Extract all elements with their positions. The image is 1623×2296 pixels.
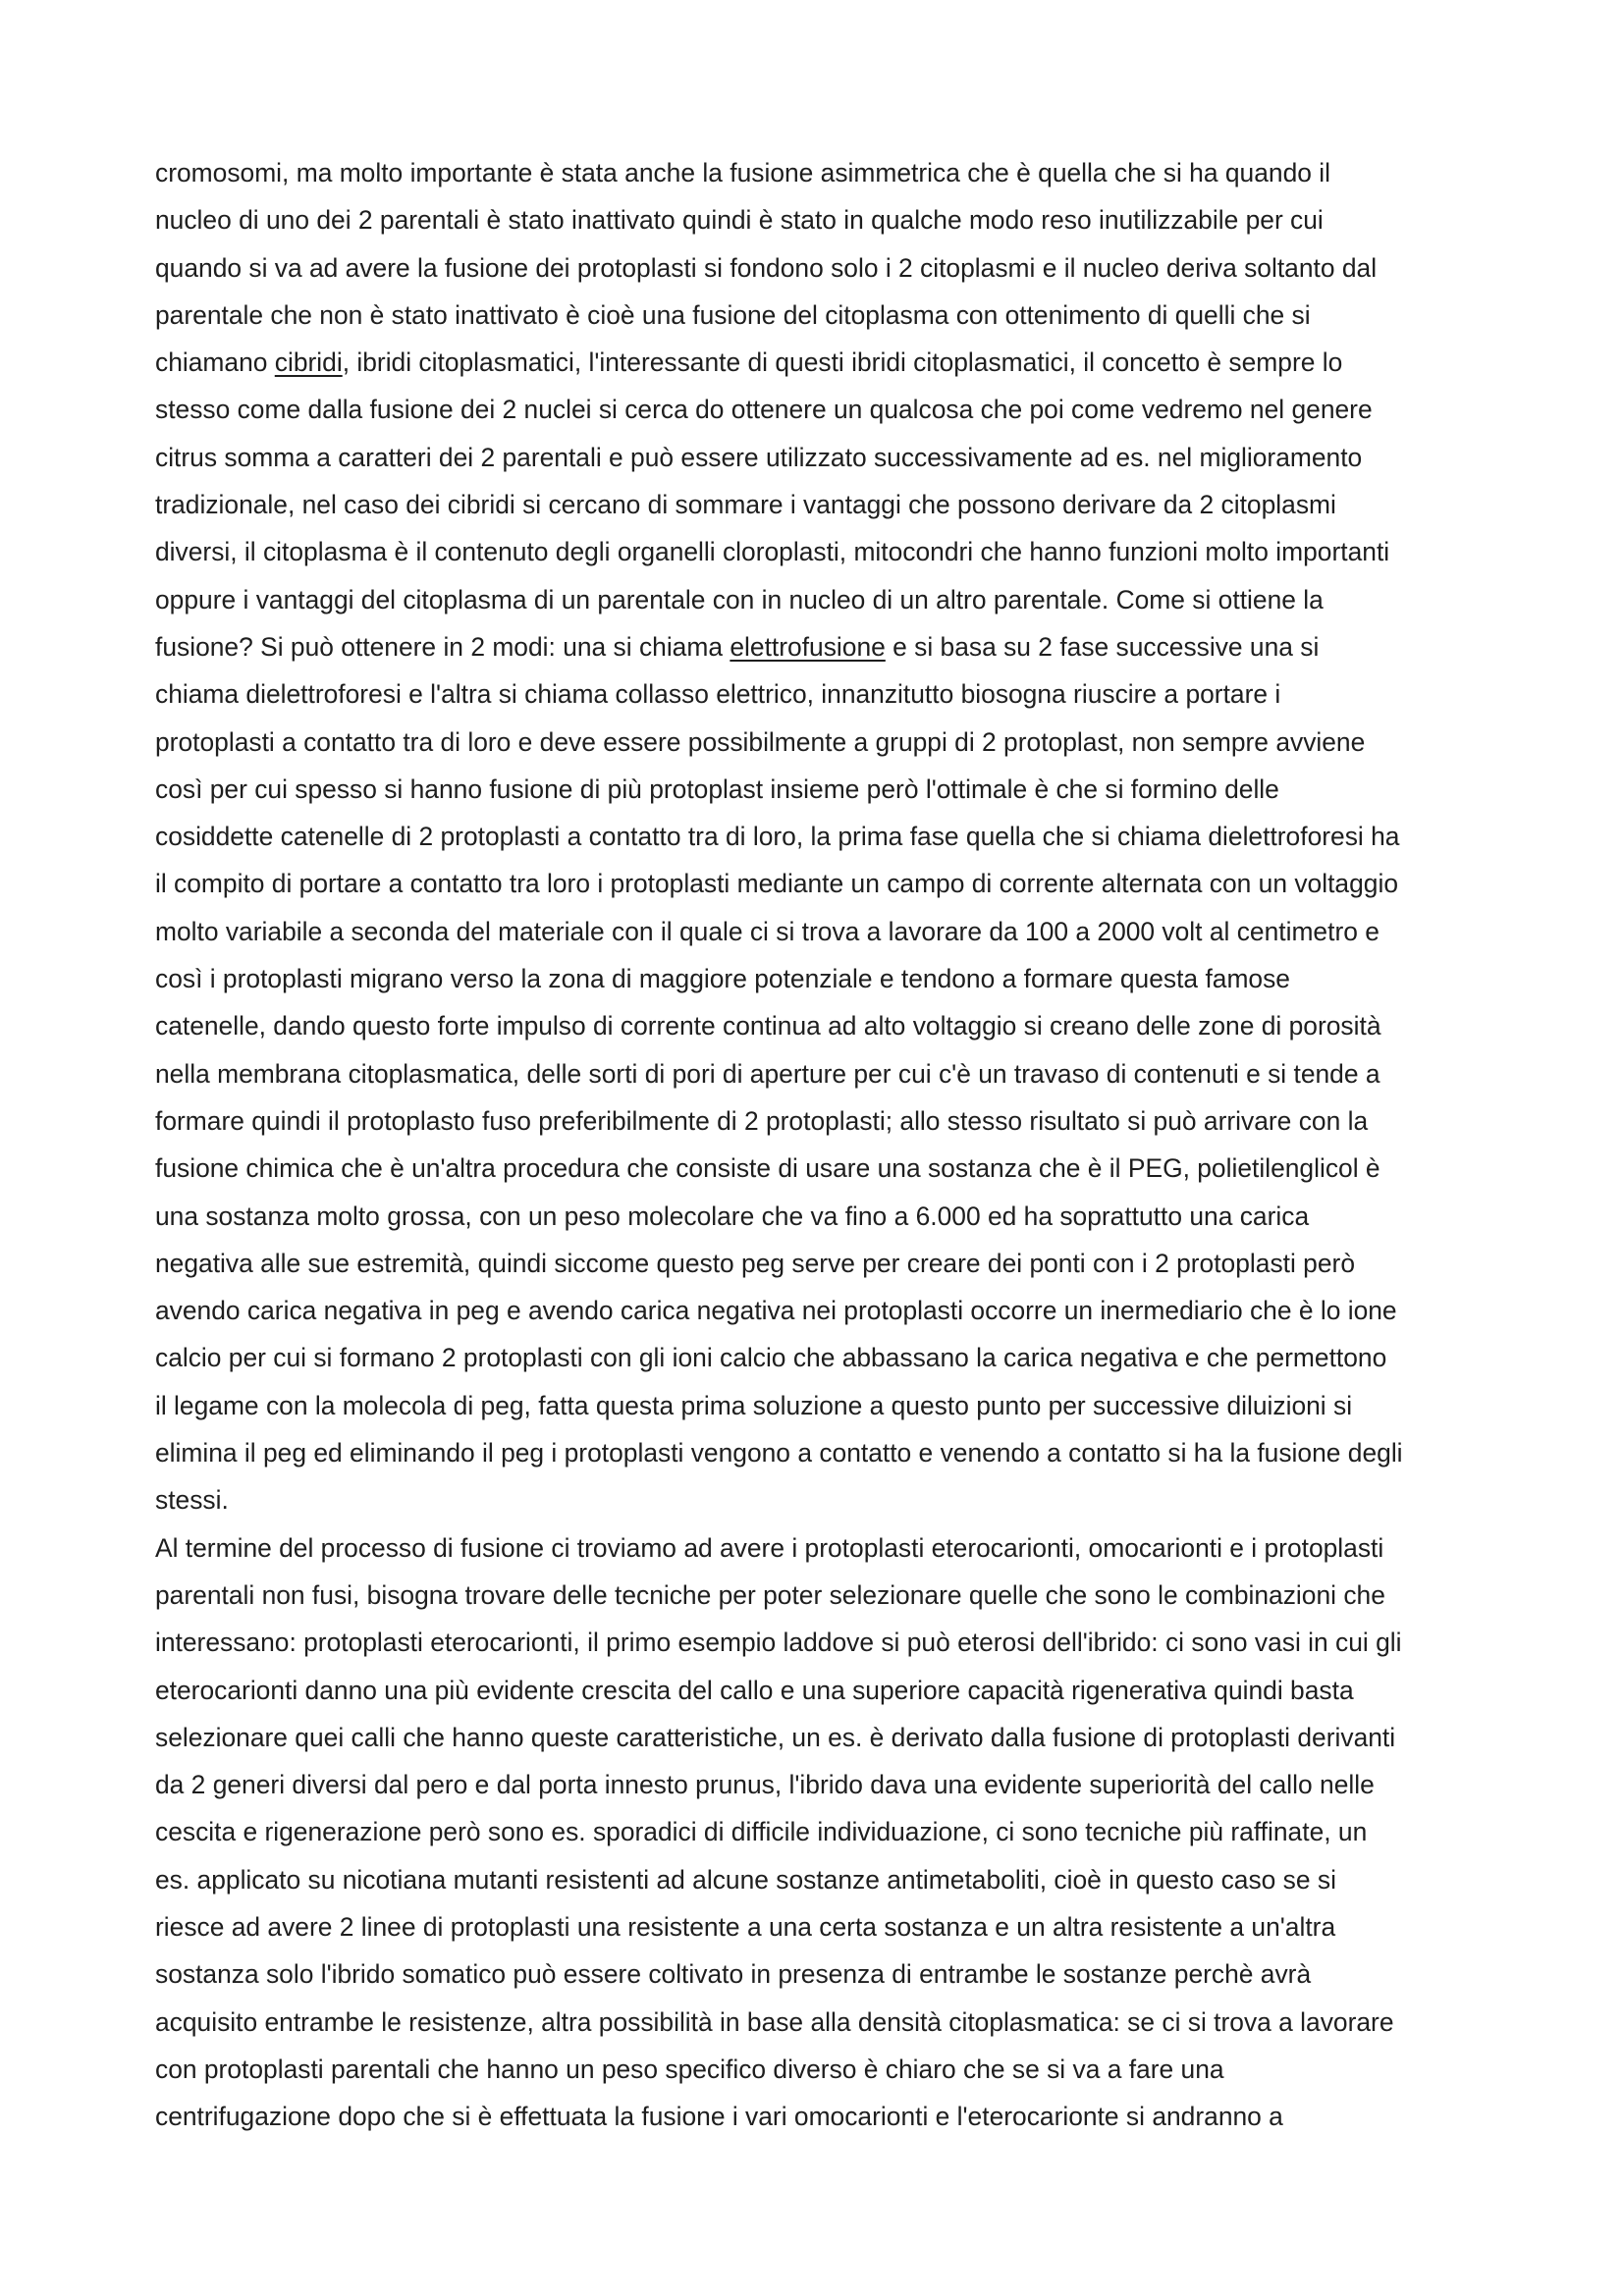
text-line (155, 1856, 1481, 1903)
underlined-term: cibridi (274, 347, 343, 378)
text-segment: quando si va ad avere la fusione dei protoplasti si fondono solo i 2 citoplasmi e il nucleo deriva soltanto dal (155, 252, 1378, 283)
text-line (155, 766, 1481, 813)
text-line (155, 2046, 1481, 2093)
text-line (155, 481, 1481, 528)
text-segment: sostanza solo l'ibrido somatico può essere coltivato in presenza di entrambe le sostanze perchè avrà (155, 1959, 1312, 1990)
text-line (155, 908, 1481, 955)
body-text (155, 149, 1481, 2140)
text-segment: parentali non fusi, bisogna trovare delle tecniche per poter selezionare quelle che sono le combinazioni che (155, 1579, 1385, 1610)
text-line (155, 1382, 1481, 1429)
text-segment: parentale che non è stato inattivato è cioè una fusione del citoplasma con ottenimento di quelli che si (155, 299, 1311, 330)
text-segment: così per cui spesso si hanno fusione di più protoplast insieme però l'ottimale è che si formino delle (155, 774, 1279, 804)
text-line (155, 1334, 1481, 1381)
text-line (155, 1476, 1481, 1523)
text-line (155, 860, 1481, 907)
text-line (155, 1619, 1481, 1666)
text-segment: e si basa su 2 fase successive una si (885, 631, 1320, 662)
text-segment: citrus somma a caratteri dei 2 parentali e può essere utilizzato successivamente ad es. nel miglioramento (155, 442, 1363, 472)
text-segment: diversi, il citoplasma è il contenuto degli organelli cloroplasti, mitocondri che hanno funzioni molto importanti (155, 537, 1390, 567)
text-segment: con protoplasti parentali che hanno un peso specifico diverso è chiaro che se si va a fare una (155, 2054, 1224, 2084)
text-segment: il legame con la molecola di peg, fatta questa prima soluzione a questo punto per successive diluizioni si (155, 1390, 1353, 1420)
text-line (155, 386, 1481, 433)
text-line (155, 292, 1481, 339)
paragraph (155, 1524, 1481, 2141)
text-segment: negativa alle sue estremità, quindi siccome questo peg serve per creare dei ponti con i 2 protoplasti però (155, 1248, 1355, 1278)
text-segment: selezionare quei calli che hanno queste caratteristiche, un es. è derivato dalla fusione di protoplasti derivanti (155, 1722, 1396, 1752)
text-line (155, 339, 1481, 386)
text-line (155, 1950, 1481, 1998)
text-line (155, 623, 1481, 670)
text-line (155, 1193, 1481, 1240)
text-segment: centrifugazione dopo che si è effettuata la fusione i vari omocarionti e l'eterocarionte si andranno a (155, 2102, 1283, 2132)
text-segment: cosiddette catenelle di 2 protoplasti a contatto tra di loro, la prima fase quella che si chiama dielettroforesi ha (155, 822, 1400, 852)
text-segment: protoplasti a contatto tra di loro e deve essere possibilmente a gruppi di 2 protoplast, non sempre avviene (155, 726, 1366, 757)
text-segment: Al termine del processo di fusione ci troviamo ad avere i protoplasti eterocarionti, omocarionti e i protoplasti (155, 1532, 1384, 1563)
text-line (155, 1145, 1481, 1192)
text-line (155, 1999, 1481, 2046)
text-line (155, 1287, 1481, 1334)
text-line (155, 1572, 1481, 1619)
text-segment: da 2 generi diversi dal pero e dal porta innesto prunus, l'ibrido dava una evidente superiorità del callo nelle (155, 1770, 1375, 1800)
text-line (155, 576, 1481, 623)
text-segment: elimina il peg ed eliminando il peg i protoplasti vengono a contatto e venendo a contatto si ha la fusione degli (155, 1438, 1403, 1468)
text-line (155, 1002, 1481, 1049)
text-line (155, 528, 1481, 575)
text-line (155, 1050, 1481, 1097)
text-segment: riesce ad avere 2 linee di protoplasti una resistente a una certa sostanza e un altra resistente a un'altra (155, 1911, 1336, 1942)
text-segment: chiamano (155, 347, 275, 378)
text-segment: stessi. (155, 1485, 229, 1516)
text-line (155, 670, 1481, 718)
paragraph (155, 149, 1481, 1524)
text-segment: chiama dielettroforesi e l'altra si chiama collasso elettrico, innanzitutto biosogna riuscire a portare i (155, 679, 1281, 710)
text-line (155, 1524, 1481, 1572)
text-segment: nella membrana citoplasmatica, delle sorti di pori di aperture per cui c'è un travaso di contenuti e si tende a (155, 1058, 1380, 1089)
text-line (155, 1097, 1481, 1145)
text-segment: cescita e rigenerazione però sono es. sporadici di difficile individuazione, ci sono tecniche più raffinate, un (155, 1817, 1368, 1847)
text-line (155, 244, 1481, 292)
text-line (155, 1714, 1481, 1761)
text-line (155, 1240, 1481, 1287)
text-segment: tradizionale, nel caso dei cibridi si cercano di sommare i vantaggi che possono derivare da 2 citoplasmi (155, 490, 1336, 520)
text-segment: fusione? Si può ottenere in 2 modi: una si chiama (155, 631, 730, 662)
text-segment: interessano: protoplasti eterocarionti, il primo esempio laddove si può eterosi dell'ibrido: ci sono vasi in cui gli (155, 1628, 1402, 1658)
text-line (155, 719, 1481, 766)
text-segment: es. applicato su nicotiana mutanti resistenti ad alcune sostanze antimetaboliti, cioè in questo caso se si (155, 1864, 1336, 1895)
text-segment: formare quindi il protoplasto fuso preferibilmente di 2 protoplasti; allo stesso risultato si può arrivare con la (155, 1105, 1369, 1136)
text-line (155, 2093, 1481, 2140)
text-segment: catenelle, dando questo forte impulso di corrente continua ad alto voltaggio si creano delle zone di porosità (155, 1011, 1381, 1041)
text-line (155, 1903, 1481, 1950)
text-segment: nucleo di uno dei 2 parentali è stato inattivato quindi è stato in qualche modo reso inutilizzabile per cui (155, 205, 1324, 236)
text-segment: acquisito entrambe le resistenze, altra possibilità in base alla densità citoplasmatica: se ci si trova a lavorare (155, 2006, 1394, 2037)
text-line (155, 1667, 1481, 1714)
text-line (155, 1761, 1481, 1808)
underlined-term: elettrofusione (730, 631, 886, 662)
text-segment: molto variabile a seconda del materiale con il quale ci si trova a lavorare da 100 a 2000 volt al centimetro e (155, 916, 1380, 946)
text-segment: eterocarionti danno una più evidente crescita del callo e una superiore capacità rigenerativa quindi basta (155, 1675, 1354, 1705)
text-line (155, 1808, 1481, 1855)
text-line (155, 434, 1481, 481)
text-line (155, 149, 1481, 196)
text-segment: una sostanza molto grossa, con un peso molecolare che va fino a 6.000 ed ha soprattutto una carica (155, 1201, 1310, 1231)
text-segment: fusione chimica che è un'altra procedura che consiste di usare una sostanza che è il PEG, polietilenglicol è (155, 1153, 1380, 1184)
text-segment: avendo carica negativa in peg e avendo carica negativa nei protoplasti occorre un inermediario che è lo ione (155, 1296, 1397, 1326)
text-segment: stesso come dalla fusione dei 2 nuclei si cerca do ottenere un qualcosa che poi come vedremo nel genere (155, 395, 1373, 425)
text-segment: il compito di portare a contatto tra loro i protoplasti mediante un campo di corrente alternata con un voltaggio (155, 869, 1399, 899)
text-line (155, 955, 1481, 1002)
text-line (155, 196, 1481, 243)
text-line (155, 1429, 1481, 1476)
text-segment: calcio per cui si formano 2 protoplasti con gli ioni calcio che abbassano la carica negativa e che permettono (155, 1343, 1387, 1373)
text-segment: oppure i vantaggi del citoplasma di un parentale con in nucleo di un altro parentale. Come si ottiene la (155, 584, 1324, 614)
text-segment: così i protoplasti migrano verso la zona di maggiore potenziale e tendono a formare questa famose (155, 964, 1290, 994)
text-line (155, 813, 1481, 860)
text-segment: , ibridi citoplasmatici, l'interessante di questi ibridi citoplasmatici, il concetto è sempre lo (342, 347, 1343, 378)
text-segment: cromosomi, ma molto importante è stata anche la fusione asimmetrica che è quella che si ha quando il (155, 158, 1330, 187)
